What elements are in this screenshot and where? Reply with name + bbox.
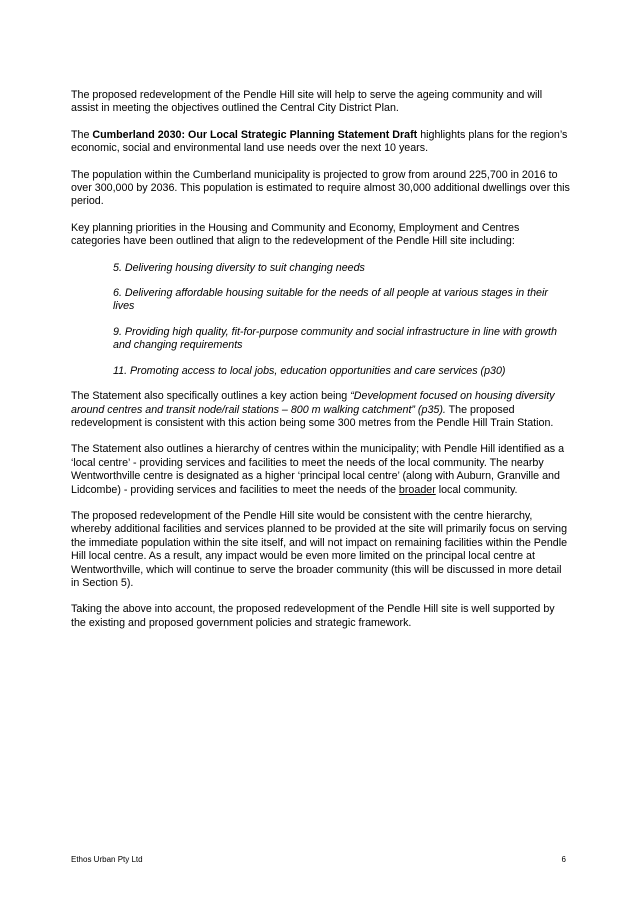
paragraph-conclusion: Taking the above into account, the proposed redevelopment of the Pendle Hill site is well supported by the existing and proposed government policies and strategic framework. — [71, 603, 555, 629]
paragraph-consistency: The proposed redevelopment of the Pendle Hill site would be consistent with the centre hierarchy, whereby additional facilities and services planned to be provided at the site will primarily focus on serving the immediate population within the site itself, and will not impact on remaining facilities within the Pendle Hill local centre. As a result, any impact would be even more limited on the principal local centre at Wentworthville, which will continue to serve the broader community (this will be discussed in more detail in Section 5). — [71, 509, 568, 589]
quoted-action: “Development focused on housing diversity around centres and transit node/rail stations – 800 m walking catchment” (p35). — [71, 390, 555, 416]
document-title-reference: Cumberland 2030: Our Local Strategic Planning Statement Draft — [92, 128, 418, 141]
paragraph-text: The Statement also outlines a hierarchy of centres within the municipality; with Pendle Hill identified as a ‘local centre’ - providing services and facilities to meet the needs of the local community. The nearby Wentworthville centre is designated as a higher ‘principal local centre’ (along with Auburn, Granville and Lidcombe) - providing services and facilities to meet the needs of the — [71, 443, 565, 496]
paragraph-text: The — [71, 128, 93, 141]
paragraph-planning-priorities: Key planning priorities in the Housing and Community and Economy, Employment and Centres categories have been outlined that align to the redevelopment of the Pendle Hill site including: — [71, 221, 520, 248]
priority-item: 5. Delivering housing diversity to suit changing needs — [113, 261, 365, 274]
priority-item: 11. Promoting access to local jobs, education opportunities and care services (p30) — [113, 364, 506, 377]
paragraph-ageing-community: The proposed redevelopment of the Pendle Hill site will help to serve the ageing community and will assist in meeting the objectives outlined the Central City District Plan. — [71, 89, 543, 115]
footer-company: Ethos Urban Pty Ltd — [71, 855, 143, 864]
priority-item: 9. Providing high quality, fit-for-purpose community and social infrastructure in line with growth and changing requirements — [113, 325, 557, 352]
paragraph-key-action — [71, 390, 571, 430]
paragraph-text: The proposed redevelopment is consistent with this action being some 300 metres from the Pendle Hill Train Station. — [71, 403, 554, 429]
paragraph-cumberland-2030 — [71, 129, 571, 156]
priority-item: 6. Delivering affordable housing suitable for the needs of all people at various stages in their lives — [113, 287, 548, 313]
footer-page-number: 6 — [561, 855, 566, 864]
paragraph-text: local community. — [435, 483, 518, 496]
underlined-word: broader — [398, 483, 436, 496]
paragraph-centre-hierarchy — [71, 443, 571, 497]
paragraph-population: The population within the Cumberland municipality is projected to grow from around 225,700 in 2016 to over 300,000 by 2036. This population is estimated to require almost 30,000 additional dwellings over this period. — [71, 168, 570, 208]
paragraph-text: highlights plans for the region’s economic, social and environmental land use needs over the next 10 years. — [71, 128, 568, 155]
paragraph-text: The Statement also specifically outlines a key action being — [71, 390, 351, 403]
page-body — [71, 89, 571, 643]
